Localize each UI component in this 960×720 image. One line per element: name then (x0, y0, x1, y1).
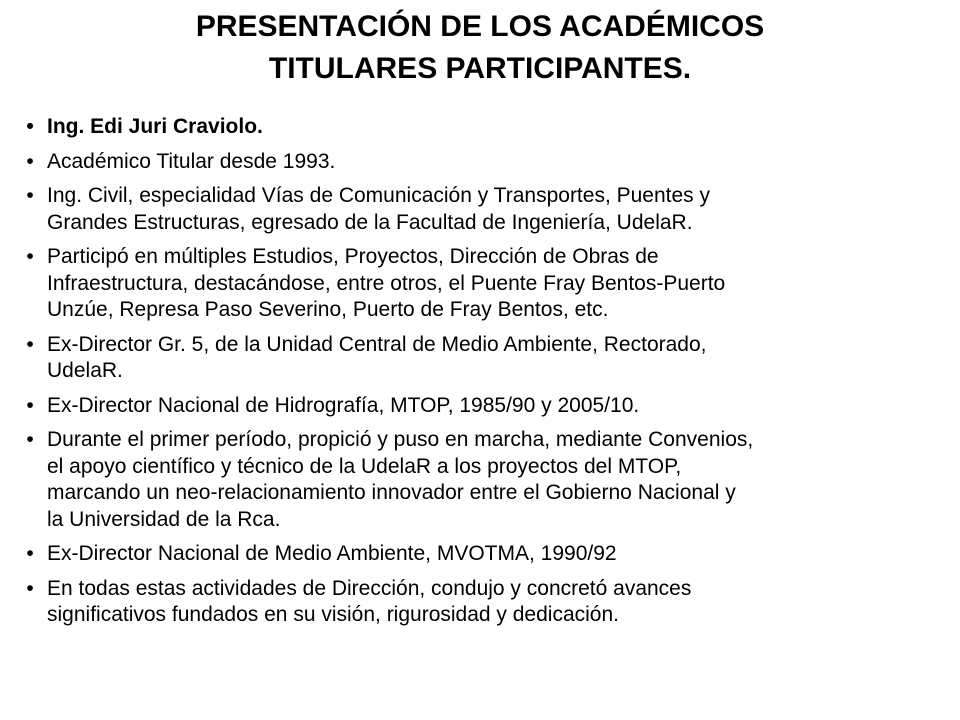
bullet-text-line: Infraestructura, destacándose, entre otros, el Puente Fray Bentos-Puerto (47, 271, 726, 295)
bullet-item-projects (0, 244, 960, 324)
title-line-1: PRESENTACIÓN DE LOS ACADÉMICOS (195, 10, 765, 43)
bullet-icon: • (26, 428, 34, 451)
bullet-text-line: Ex-Director Gr. 5, de la Unidad Central de Medio Ambiente, Rectorado, (47, 332, 707, 356)
bullet-icon: • (26, 184, 34, 207)
bullet-list (0, 114, 960, 637)
slide-title (40, 6, 920, 90)
bullet-item-academic-since (0, 149, 960, 176)
bullet-text-line: UdelaR. (47, 359, 123, 382)
bullet-text-line: Académico Titular desde 1993. (47, 149, 336, 173)
bullet-icon: • (26, 542, 34, 565)
bullet-item-hydrography (0, 393, 960, 420)
bullet-text-line: En todas estas actividades de Dirección, condujo y concretó avances (47, 576, 692, 600)
bullet-icon: • (26, 576, 34, 600)
bullet-text-line: Ing. Civil, especialidad Vías de Comunicación y Transportes, Puentes y (47, 184, 711, 207)
bullet-text-line: el apoyo científico y técnico de la UdelaR a los proyectos del MTOP, (47, 454, 682, 478)
bullet-text-line: significativos fundados en su visión, rigurosidad y dedicación. (47, 603, 619, 626)
bullet-icon: • (26, 393, 34, 417)
bullet-text-line: Participó en múltiples Estudios, Proyectos, Dirección de Obras de (47, 245, 659, 268)
bullet-icon: • (26, 332, 34, 356)
bullet-text-line: Durante el primer período, propició y puso en marcha, mediante Convenios, (47, 428, 754, 451)
title-line-2: TITULARES PARTICIPANTES. (268, 52, 692, 85)
bullet-text-line: Ing. Edi Juri Craviolo. (47, 115, 263, 138)
bullet-text-line: Ex-Director Nacional de Hidrografía, MTOP, 1985/90 y 2005/10. (47, 393, 640, 417)
bullet-item-environment-director (0, 541, 960, 568)
bullet-text-line: Unzúe, Represa Paso Severino, Puerto de Fray Bentos, etc. (47, 298, 609, 321)
bullet-item-environment-unit (0, 332, 960, 385)
bullet-icon: • (26, 149, 34, 173)
bullet-icon: • (26, 245, 34, 268)
bullet-icon: • (26, 115, 34, 138)
bullet-text-line: la Universidad de la Rca. (47, 507, 281, 531)
bullet-item-degree (0, 183, 960, 236)
bullet-item-name (0, 114, 960, 141)
bullet-text-line: Grandes Estructuras, egresado de la Facultad de Ingeniería, UdelaR. (47, 210, 693, 234)
bullet-item-first-period (0, 427, 960, 533)
bullet-text-line: Ex-Director Nacional de Medio Ambiente, MVOTMA, 1990/92 (47, 542, 617, 565)
bullet-item-achievements (0, 576, 960, 629)
bullet-text-line: marcando un neo-relacionamiento innovador entre el Gobierno Nacional y (47, 481, 736, 504)
